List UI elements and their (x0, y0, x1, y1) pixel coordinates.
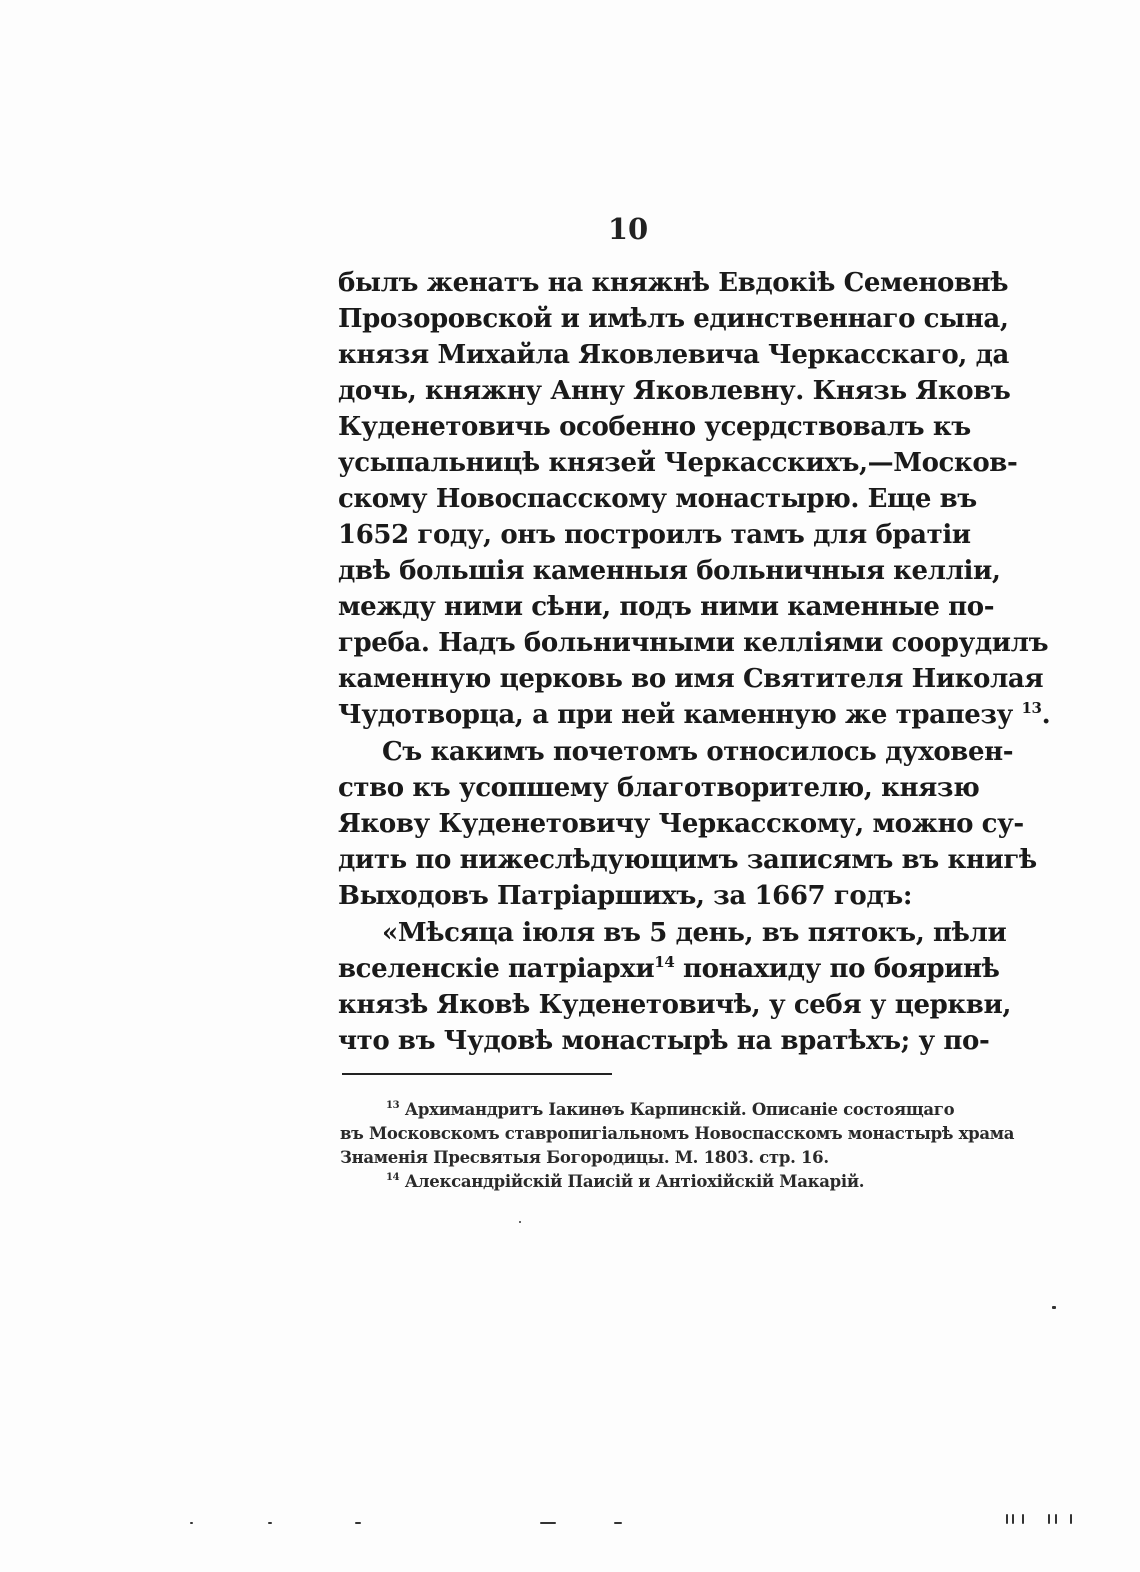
text-line (338, 951, 1000, 987)
text-line: усыпальницѣ князей Черкасскихъ,—Москов- (338, 448, 1018, 478)
body-text (338, 265, 1051, 1059)
footnote-marker: 13 (386, 1100, 400, 1111)
scan-speck (1052, 1306, 1056, 1309)
footnote-ref: 14 (654, 953, 675, 971)
text-line: каменную церковь во имя Святителя Николая (338, 664, 1044, 694)
text-line: ство къ усопшему благотворителю, князю (338, 773, 980, 803)
text-segment: понахиду по бояринѣ (683, 954, 1000, 984)
text-line: дить по нижеслѣдующимъ записямъ въ книгѣ (338, 845, 1037, 875)
scan-speck (1055, 1514, 1057, 1524)
text-line: князѣ Яковѣ Куденетовичѣ, у себя у церкви, (338, 990, 1012, 1020)
scan-speck (614, 1522, 622, 1524)
paragraph-3 (338, 915, 1012, 1059)
text-line: былъ женатъ на княжнѣ Евдокіѣ Семеновнѣ (338, 268, 1009, 298)
text-segment: Александрійскій Паисій и Антіохійскій Макарій. (404, 1172, 865, 1191)
scan-speck (355, 1522, 361, 1524)
text-line: между ними сѣни, подъ ними каменные по- (338, 592, 995, 622)
text-line: Съ какимъ почетомъ относилось духовен- (382, 737, 1014, 767)
text-line: Прозоровской и имѣлъ единственнаго сына, (338, 304, 1009, 334)
paragraph-2 (338, 734, 1037, 914)
scan-speck (1006, 1514, 1008, 1524)
text-segment: вселенскіе патріархи (338, 954, 655, 984)
footnote-line: въ Московскомъ ставропигіальномъ Новоспасскомъ монастырѣ храма (340, 1124, 1015, 1143)
text-line: что въ Чудовѣ монастырѣ на вратѣхъ; у по- (338, 1026, 990, 1056)
text-line: «Мѣсяца іюля въ 5 день, въ пятокъ, пѣли (382, 918, 1007, 948)
scan-speck (1048, 1514, 1050, 1524)
footnote-line (340, 1170, 932, 1194)
scan-speck (190, 1522, 193, 1524)
scan-speck (519, 1221, 521, 1223)
text-segment: Архимандритъ Іакинѳъ Карпинскій. Описаніе состоящаго (404, 1100, 955, 1119)
text-line: Выходовъ Патріаршихъ, за 1667 годъ: (338, 881, 913, 911)
paragraph-1 (338, 265, 1051, 733)
text-line: греба. Надъ больничными келліями соорудилъ (338, 628, 1049, 658)
footnote-line: Знаменія Пресвятыя Богородицы. М. 1803. стр. 16. (340, 1148, 829, 1167)
text-line: Якову Куденетовичу Черкасскому, можно су- (338, 809, 1024, 839)
text-segment: Чудотворца, а при ней каменную же трапезу (338, 700, 1013, 730)
text-line: князя Михайла Яковлевича Черкасскаго, да (338, 340, 1009, 370)
scan-speck (268, 1522, 272, 1524)
scan-speck (1070, 1514, 1072, 1524)
text-line: двѣ большія каменныя больничныя келліи, (338, 556, 1001, 586)
text-line: Куденетовичь особенно усердствовалъ къ (338, 412, 971, 442)
footnote-marker: 14 (386, 1172, 400, 1183)
scan-speck (540, 1522, 556, 1524)
footnote-line (340, 1098, 955, 1122)
footnote-ref: 13 (1021, 699, 1042, 717)
page-number: 10 (607, 212, 649, 246)
text-line: 1652 году, онъ построилъ тамъ для братіи (338, 520, 971, 550)
scan-speck (1022, 1514, 1024, 1524)
footnote-rule (342, 1073, 612, 1075)
text-line: дочь, княжну Анну Яковлевну. Князь Яковъ (338, 376, 1011, 406)
text-line: скому Новоспасскому монастырю. Еще въ (338, 484, 977, 514)
text-line: Чудотворца, а при ней каменную же трапезу $^{13}$. (338, 699, 1051, 730)
scan-speck (1012, 1514, 1014, 1524)
footnotes (340, 1098, 1015, 1194)
